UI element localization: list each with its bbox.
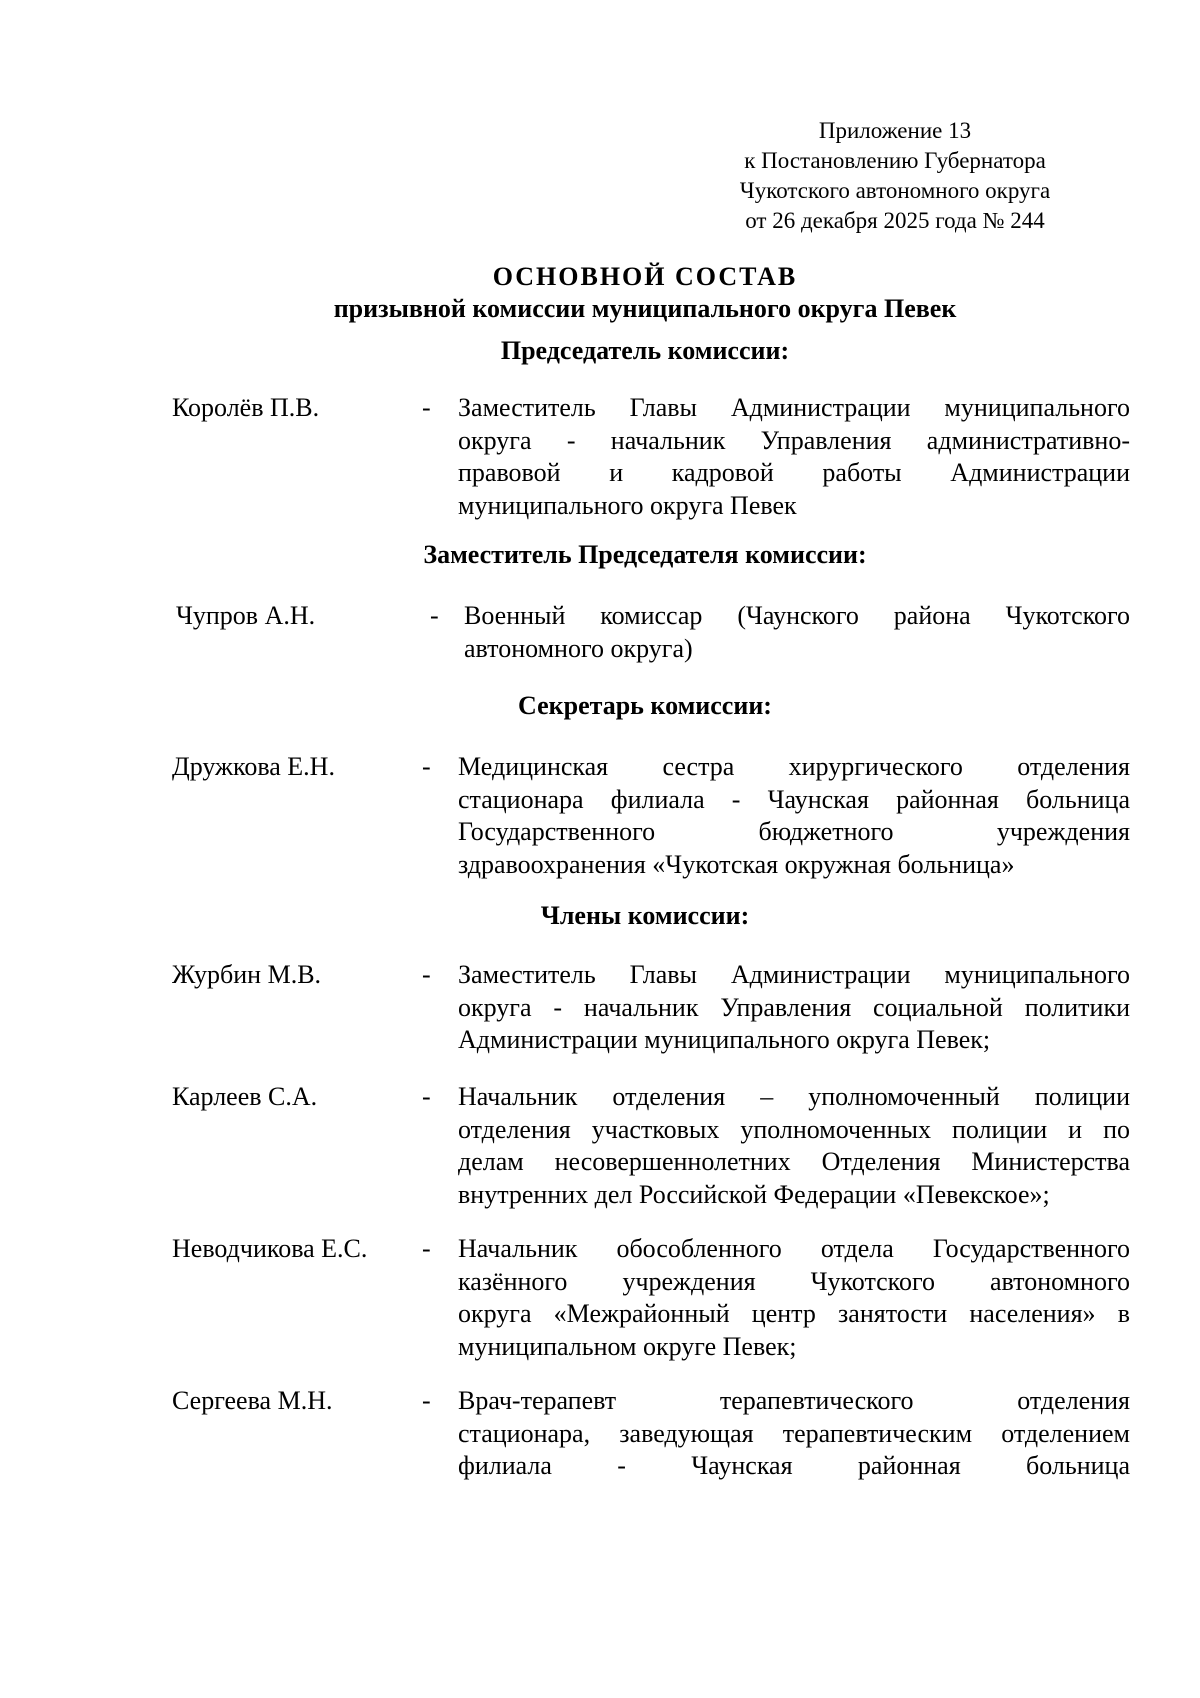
member-dash: - xyxy=(422,1386,431,1415)
member-name: Карлеев С.А. xyxy=(172,1082,318,1111)
member-description xyxy=(458,751,1130,881)
description-line: муниципальном округе Певек; xyxy=(458,1331,797,1361)
member-dash: - xyxy=(422,752,431,781)
member-name: Дружкова Е.Н. xyxy=(172,752,335,781)
description-line: делам несовершеннолетних Отделения Министерства xyxy=(458,1147,1130,1176)
appendix-header xyxy=(700,116,1090,236)
description-line: автономного округа) xyxy=(464,633,693,663)
description-line: филиала - Чаунская районная больница xyxy=(458,1451,1130,1480)
description-line: округа - начальник Управления социальной политики xyxy=(458,992,1130,1022)
section-heading-secretary: Секретарь комиссии: xyxy=(518,691,772,720)
description-line: Военный комиссар (Чаунского района Чукотского xyxy=(464,601,1130,630)
member-description xyxy=(458,959,1130,1057)
description-line: внутренних дел Российской Федерации «Певекское»; xyxy=(458,1179,1050,1209)
member-dash: - xyxy=(430,601,439,630)
description-line: казённого учреждения Чукотского автономного xyxy=(458,1266,1130,1296)
member-name: Журбин М.В. xyxy=(172,960,322,989)
description-line: Начальник отделения – уполномоченный полиции xyxy=(458,1082,1130,1111)
member-name: Сергеева М.Н. xyxy=(172,1386,333,1415)
description-line: стационара, заведующая терапевтическим отделением xyxy=(458,1418,1130,1448)
description-line: Заместитель Главы Администрации муниципального xyxy=(458,960,1130,989)
member-description xyxy=(458,1233,1130,1363)
member-name: Неводчикова Е.С. xyxy=(172,1234,368,1263)
description-line: Начальник обособленного отдела Государственного xyxy=(458,1234,1130,1263)
description-line: Заместитель Главы Администрации муниципального xyxy=(458,393,1130,422)
description-line: правовой и кадровой работы Администрации xyxy=(458,458,1130,487)
section-heading-chairman: Председатель комиссии: xyxy=(500,336,790,365)
appendix-decree: к Постановлению Губернатора xyxy=(744,148,1046,173)
description-line: здравоохранения «Чукотская окружная больница» xyxy=(458,849,1015,879)
member-description xyxy=(458,392,1130,522)
member-dash: - xyxy=(422,393,431,422)
member-dash: - xyxy=(422,960,431,989)
description-line: отделения участковых уполномоченных полиции и по xyxy=(458,1114,1130,1144)
document-title: ОСНОВНОЙ СОСТАВ xyxy=(492,262,798,291)
description-line: муниципального округа Певек xyxy=(458,490,797,520)
description-line: округа «Межрайонный центр занятости населения» в xyxy=(458,1299,1130,1328)
appendix-date: от 26 декабря 2025 года № 244 xyxy=(745,208,1045,233)
description-line: Медицинская сестра хирургического отделения xyxy=(458,752,1130,781)
member-name: Королёв П.В. xyxy=(172,393,320,422)
member-name: Чупров А.Н. xyxy=(176,601,316,630)
member-dash: - xyxy=(422,1234,431,1263)
member-dash: - xyxy=(422,1082,431,1111)
document-subtitle: призывной комиссии муниципального округа Певек xyxy=(333,294,957,323)
description-line: округа - начальник Управления административно- xyxy=(458,425,1130,455)
description-line: Врач-терапевт терапевтического отделения xyxy=(458,1386,1130,1415)
member-description xyxy=(464,600,1130,665)
description-line: стационара филиала - Чаунская районная больница xyxy=(458,784,1130,814)
description-line: Администрации муниципального округа Певек; xyxy=(458,1025,991,1054)
member-description xyxy=(458,1385,1130,1483)
member-description xyxy=(458,1081,1130,1211)
section-heading-deputy: Заместитель Председателя комиссии: xyxy=(423,540,867,569)
appendix-number: Приложение 13 xyxy=(818,118,972,143)
section-heading-members: Члены комиссии: xyxy=(540,901,750,930)
appendix-region: Чукотского автономного округа xyxy=(739,178,1051,203)
description-line: Государственного бюджетного учреждения xyxy=(458,817,1130,846)
